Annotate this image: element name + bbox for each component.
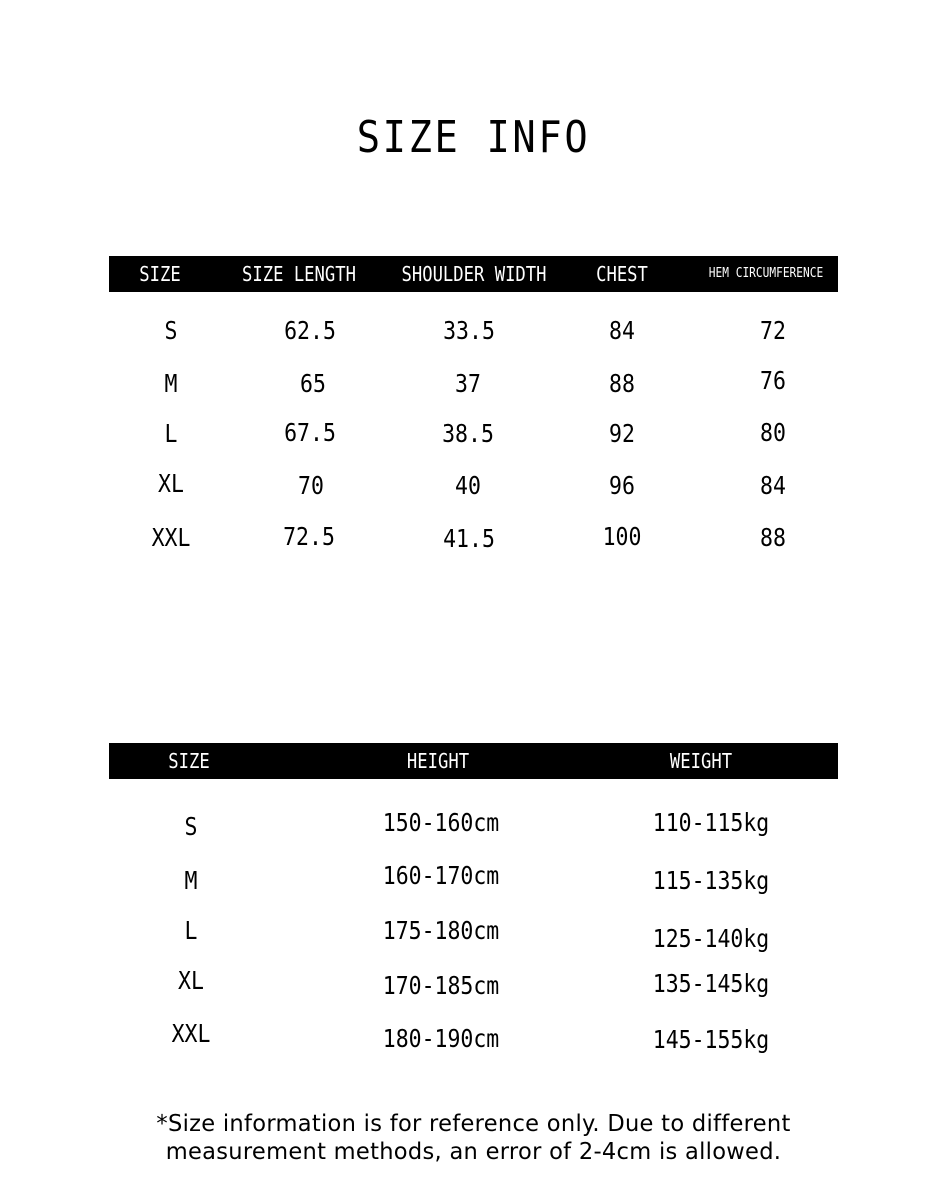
disclaimer-line-2: measurement methods, an error of 2-4cm is allowed. (165, 1139, 782, 1165)
table1-header-chest: CHEST (596, 262, 648, 286)
table1-cell: 67.5 (284, 418, 336, 447)
table2-cell: M (184, 866, 198, 895)
table1-cell: 33.5 (443, 316, 495, 345)
table1-cell: 84 (760, 471, 786, 500)
table1-cell: 41.5 (443, 524, 495, 553)
table2-header-height: HEIGHT (406, 749, 470, 773)
table1-cell: 76 (760, 366, 786, 395)
table2-cell: 135-145kg (652, 969, 770, 998)
table1-cell: 88 (760, 523, 786, 552)
table2-cell: S (184, 812, 198, 841)
table2-cell: XXL (171, 1019, 211, 1048)
table1-cell: 38.5 (442, 419, 494, 448)
table1-cell: XL (158, 469, 184, 498)
table2-cell: 110-115kg (652, 808, 770, 837)
table1-cell: 72 (760, 316, 786, 345)
table2-cell: 160-170cm (382, 861, 500, 890)
page-title: SIZE INFO (356, 112, 591, 163)
table2-header-size: SIZE (168, 749, 210, 773)
table2-cell: 170-185cm (382, 971, 500, 1000)
table1-header-length: SIZE LENGTH (242, 262, 356, 286)
table2-cell: XL (178, 966, 204, 995)
table1-cell: 65 (300, 369, 326, 398)
disclaimer-line-1: *Size information is for reference only. Due to different (156, 1111, 791, 1137)
table1-header-bar (109, 256, 838, 292)
table1-cell: 92 (609, 419, 635, 448)
table1-cell: 84 (609, 316, 635, 345)
table2-cell: 145-155kg (652, 1025, 770, 1054)
table1-header-size: SIZE (139, 262, 181, 286)
table2-cell: 115-135kg (652, 866, 770, 895)
table1-cell: S (164, 316, 178, 345)
table1-header-shoulder: SHOULDER WIDTH (401, 262, 547, 286)
table2-cell: 175-180cm (382, 916, 500, 945)
table1-cell: 72.5 (283, 522, 335, 551)
table2-cell: 180-190cm (382, 1024, 500, 1053)
table1-header-hem: HEM CIRCUMFERENCE (708, 266, 824, 281)
table1-cell: 37 (455, 369, 481, 398)
table2-cell: L (184, 916, 198, 945)
table1-cell: M (164, 369, 178, 398)
table1-cell: 80 (760, 418, 786, 447)
table1-cell: 70 (298, 471, 324, 500)
table1-cell: 62.5 (284, 316, 336, 345)
table1-cell: 100 (602, 522, 642, 551)
table2-cell: 150-160cm (382, 808, 500, 837)
table1-cell: 96 (609, 471, 635, 500)
table1-cell: 88 (609, 369, 635, 398)
table2-header-bar (109, 743, 838, 779)
table1-cell: XXL (151, 523, 191, 552)
table1-cell: 40 (455, 471, 481, 500)
table2-header-weight: WEIGHT (669, 749, 733, 773)
table2-cell: 125-140kg (652, 924, 770, 953)
table1-cell: L (164, 419, 178, 448)
disclaimer-note (0, 1110, 947, 1166)
